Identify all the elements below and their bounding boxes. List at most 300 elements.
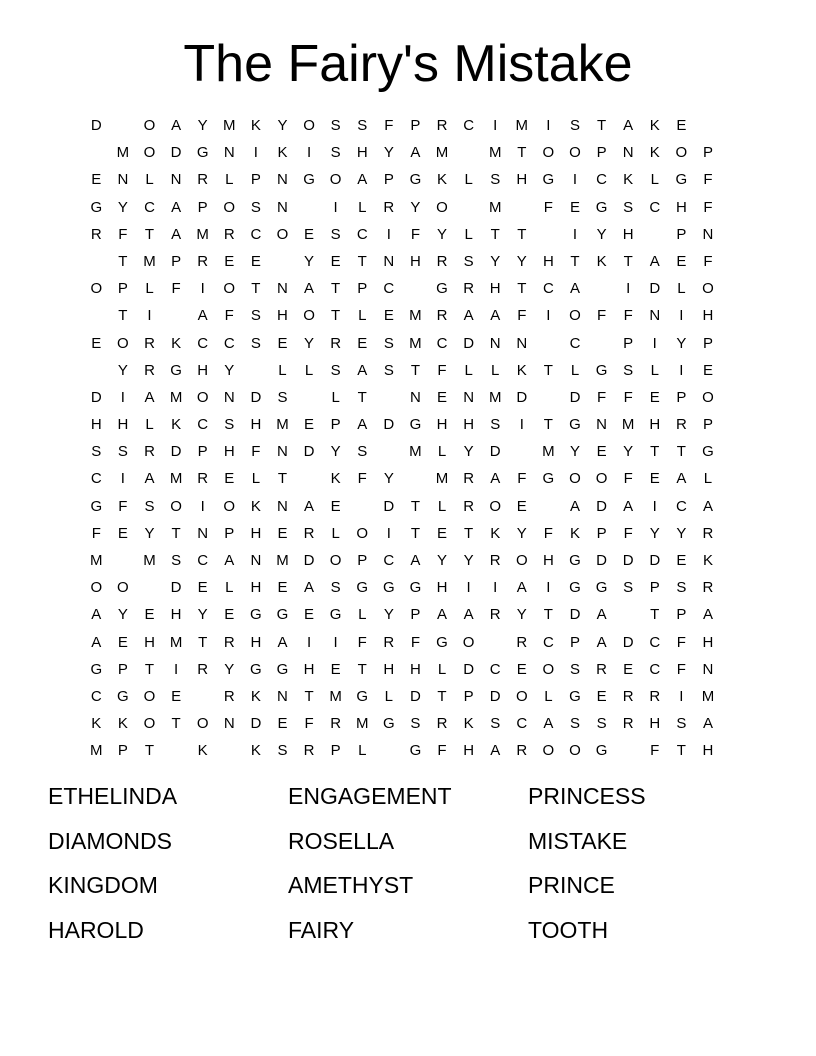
grid-cell: K [490, 524, 501, 542]
grid-cell: D [516, 388, 528, 406]
grid-cell: D [489, 443, 501, 461]
grid-cell: I [200, 497, 205, 515]
grid-cell: R [489, 552, 501, 569]
grid-cell: R [197, 660, 209, 678]
grid-cell: G [542, 171, 555, 189]
grid-cell: E [277, 334, 288, 352]
grid-cell [588, 330, 615, 357]
grid-cell: C [383, 280, 395, 298]
grid-cell [641, 221, 668, 248]
page-title: The Fairy's Mistake [183, 35, 633, 93]
grid-cell: T [144, 742, 155, 760]
grid-cell: E [197, 579, 208, 597]
grid-cell: O [569, 307, 581, 325]
grid-cell [695, 112, 722, 139]
grid-cell: L [145, 171, 154, 189]
grid-cell: P [171, 252, 182, 270]
grid-cell: D [489, 687, 501, 705]
grid-cell: K [250, 497, 261, 515]
grid-cell: C [197, 552, 209, 569]
grid-cell [296, 465, 323, 492]
grid-cell: E [676, 117, 687, 134]
grid-cell: T [676, 443, 686, 461]
grid-cell: H [622, 225, 634, 243]
grid-cell: O [170, 497, 182, 515]
grid-cell: L [225, 171, 234, 189]
grid-cell: T [331, 307, 341, 325]
grid-cell: C [436, 334, 448, 352]
grid-cell: K [250, 117, 261, 134]
grid-cell: S [330, 579, 341, 597]
grid-cell: G [196, 144, 209, 162]
grid-cell: R [436, 117, 448, 134]
grid-cell [615, 601, 642, 628]
grid-cell: A [463, 307, 474, 325]
grid-cell: H [702, 307, 714, 325]
grid-cell: H [463, 416, 475, 434]
grid-cell: O [329, 552, 342, 569]
grid-cell: G [90, 660, 103, 678]
grid-cell: S [569, 715, 580, 733]
grid-cell: R [702, 524, 714, 542]
grid-cell: R [144, 443, 155, 461]
grid-cell: G [436, 280, 448, 298]
grid-cell: R [223, 633, 235, 651]
grid-cell: E [330, 497, 341, 515]
grid-cell: H [250, 633, 262, 651]
grid-cell: R [463, 497, 475, 515]
grid-cell: N [622, 144, 634, 162]
grid-cell: M [169, 388, 183, 406]
grid-cell: A [304, 280, 315, 298]
grid-cell [376, 384, 403, 411]
grid-cell: C [90, 470, 102, 488]
grid-cell: Y [463, 443, 474, 461]
grid-cell: D [622, 633, 634, 651]
grid-cell: S [490, 416, 501, 434]
grid-cell: A [277, 633, 288, 651]
grid-cell: T [676, 742, 686, 760]
grid-cell: E [702, 361, 713, 379]
grid-cell: S [463, 252, 474, 270]
grid-cell: E [596, 443, 607, 461]
grid-cell [110, 112, 137, 139]
grid-cell: I [572, 171, 578, 189]
grid-cell: M [409, 443, 422, 461]
grid-cell: A [623, 497, 634, 515]
grid-cell: E [649, 470, 660, 488]
grid-cell: S [490, 715, 501, 733]
grid-cell: F [437, 742, 447, 760]
grid-cell: N [170, 171, 182, 189]
grid-cell: O [143, 715, 156, 733]
grid-cell: N [649, 307, 661, 325]
grid-cell: L [703, 470, 713, 488]
grid-cell: L [331, 524, 340, 542]
grid-cell: D [90, 117, 102, 134]
grid-cell: Y [437, 552, 448, 569]
grid-cell: S [330, 144, 341, 162]
grid-cell: C [542, 633, 554, 651]
grid-cell: N [223, 388, 235, 406]
grid-cell [376, 438, 403, 465]
grid-cell: L [384, 687, 393, 705]
grid-cell: I [386, 225, 391, 243]
grid-cell: H [702, 742, 714, 760]
grid-cell [243, 357, 270, 384]
grid-cell: P [596, 144, 607, 162]
grid-cell: P [197, 443, 208, 461]
grid-cell: N [250, 552, 262, 569]
grid-cell: Y [197, 606, 208, 624]
grid-cell: T [171, 715, 181, 733]
grid-cell: E [437, 388, 448, 406]
grid-cell: E [383, 307, 394, 325]
grid-cell: P [702, 416, 713, 434]
grid-cell: I [546, 307, 551, 325]
grid-cell: G [595, 361, 608, 379]
grid-cell: T [331, 280, 341, 298]
grid-cell: C [649, 660, 661, 678]
grid-cell: N [277, 497, 288, 515]
grid-cell: O [196, 715, 209, 733]
grid-cell: Y [224, 361, 235, 379]
grid-cell: F [91, 524, 101, 542]
grid-cell: C [223, 334, 235, 352]
grid-cell: E [250, 252, 261, 270]
grid-cell: T [517, 225, 527, 243]
grid-cell: O [542, 660, 555, 678]
grid-cell: N [702, 225, 714, 243]
grid-cell: R [622, 715, 634, 733]
word-list-item: FAIRY [288, 916, 355, 943]
grid-cell: I [333, 198, 338, 216]
grid-cell: O [303, 307, 315, 325]
grid-cell: D [649, 280, 661, 298]
grid-cell: C [569, 334, 581, 352]
grid-cell: H [356, 144, 368, 162]
grid-cell: T [357, 660, 367, 678]
grid-cell: K [171, 416, 182, 434]
grid-cell: M [196, 225, 209, 243]
grid-cell: R [463, 470, 475, 488]
grid-cell: D [596, 497, 607, 515]
grid-cell: E [224, 470, 235, 488]
grid-cell: N [489, 334, 501, 352]
grid-cell: E [304, 416, 315, 434]
grid-cell: D [649, 552, 661, 569]
grid-cell: K [569, 524, 580, 542]
grid-cell: R [223, 225, 235, 243]
grid-cell [535, 221, 562, 248]
grid-cell: P [463, 687, 474, 705]
grid-cell: S [250, 307, 261, 325]
grid-cell: N [516, 334, 528, 352]
grid-cell: Y [463, 552, 474, 569]
grid-cell: S [277, 388, 288, 406]
grid-cell: M [542, 443, 555, 461]
grid-cell: A [437, 606, 448, 624]
grid-cell: T [596, 117, 607, 134]
grid-cell: A [569, 280, 580, 298]
grid-cell: M [143, 552, 156, 569]
grid-cell: I [466, 579, 471, 597]
grid-cell: E [516, 660, 527, 678]
grid-cell: I [546, 117, 551, 134]
grid-cell: K [649, 144, 660, 162]
grid-cell: L [358, 307, 367, 325]
grid-cell: E [144, 606, 155, 624]
grid-cell: T [490, 225, 500, 243]
word-list-item: ENGAGEMENT [288, 783, 452, 809]
grid-cell: G [595, 742, 608, 760]
grid-cell: T [118, 307, 128, 325]
word-list-item: HAROLD [48, 916, 144, 943]
grid-cell: P [197, 198, 208, 216]
grid-cell: T [198, 633, 208, 651]
grid-cell: L [225, 579, 234, 597]
grid-cell [136, 574, 163, 601]
grid-cell: P [383, 171, 394, 189]
grid-cell: P [250, 171, 261, 189]
grid-cell: M [116, 144, 130, 162]
grid-cell: F [410, 225, 420, 243]
grid-cell: H [144, 633, 155, 651]
grid-cell: F [517, 307, 527, 325]
grid-cell: H [410, 660, 421, 678]
grid-cell: L [278, 361, 287, 379]
grid-cell: H [649, 715, 661, 733]
grid-cell: F [623, 470, 633, 488]
grid-cell: K [250, 742, 261, 760]
grid-cell: F [703, 171, 713, 189]
grid-cell: O [223, 280, 236, 298]
grid-cell: G [702, 443, 714, 461]
grid-cell: P [702, 144, 713, 162]
grid-cell: H [436, 579, 448, 597]
grid-cell: L [437, 497, 447, 515]
grid-cell: T [357, 252, 367, 270]
grid-cell: R [330, 334, 342, 352]
grid-cell: R [197, 470, 209, 488]
grid-cell: N [410, 388, 421, 406]
grid-cell: A [463, 606, 474, 624]
grid-cell: H [410, 252, 421, 270]
grid-cell: F [410, 633, 420, 651]
grid-cell: E [117, 524, 128, 542]
grid-cell: C [90, 687, 102, 705]
grid-cell: Y [437, 225, 448, 243]
grid-cell: M [329, 687, 342, 705]
grid-cell: O [90, 579, 103, 597]
grid-cell: I [652, 497, 657, 515]
grid-cell: S [410, 715, 421, 733]
grid-cell: A [490, 307, 501, 325]
grid-cell: K [516, 361, 527, 379]
grid-cell: P [410, 606, 421, 624]
grid-cell: O [196, 388, 209, 406]
grid-cell: K [250, 687, 261, 705]
grid-cell: H [542, 252, 554, 270]
grid-cell: D [596, 552, 607, 569]
grid-cell: C [542, 280, 554, 298]
grid-cell: G [117, 687, 129, 705]
grid-cell: P [117, 280, 128, 298]
grid-cell: E [277, 579, 288, 597]
grid-cell: F [118, 225, 128, 243]
grid-cell: C [463, 117, 475, 134]
grid-cell: Y [596, 225, 607, 243]
grid-cell: K [277, 144, 288, 162]
grid-cell: M [169, 470, 183, 488]
grid-cell: H [675, 198, 687, 216]
grid-cell: K [171, 334, 182, 352]
grid-cell: I [306, 144, 312, 162]
grid-cell: A [676, 470, 687, 488]
grid-cell: E [277, 715, 288, 733]
grid-cell [83, 139, 110, 166]
grid-cell: A [91, 633, 102, 651]
grid-cell: L [358, 742, 367, 760]
grid-cell: P [357, 552, 368, 569]
grid-cell: R [383, 633, 395, 651]
grid-cell: E [516, 497, 527, 515]
grid-cell: T [304, 687, 314, 705]
grid-cell: G [675, 171, 688, 189]
grid-cell: C [144, 198, 155, 216]
grid-cell: E [117, 633, 128, 651]
grid-cell: E [224, 252, 235, 270]
grid-cell: L [464, 171, 473, 189]
grid-cell: D [383, 416, 395, 434]
grid-cell: D [383, 497, 395, 515]
grid-cell [615, 737, 642, 764]
grid-cell: M [409, 334, 422, 352]
grid-cell: O [143, 687, 156, 705]
grid-cell: T [118, 252, 128, 270]
grid-cell: O [143, 144, 156, 162]
grid-cell: G [329, 606, 342, 624]
grid-cell [402, 275, 429, 302]
grid-cell: G [250, 606, 262, 624]
grid-cell: E [304, 225, 315, 243]
grid-cell: T [543, 361, 553, 379]
grid-cell: O [595, 470, 608, 488]
grid-cell: T [437, 687, 447, 705]
grid-cell: P [117, 742, 128, 760]
grid-cell: E [91, 334, 102, 352]
grid-cell: I [120, 470, 125, 488]
grid-cell: O [542, 144, 555, 162]
grid-cell: D [170, 443, 182, 461]
grid-cell: G [569, 416, 581, 434]
grid-cell: I [626, 280, 631, 298]
grid-cell: H [436, 416, 448, 434]
grid-cell: L [358, 606, 367, 624]
grid-cell: C [516, 715, 528, 733]
grid-cell: T [570, 252, 580, 270]
grid-cell: N [463, 388, 475, 406]
grid-cell: L [650, 361, 659, 379]
word-list-item: ROSELLA [288, 827, 395, 854]
grid-cell: K [117, 715, 128, 733]
grid-cell: Y [383, 144, 394, 162]
grid-cell: Y [197, 117, 208, 134]
grid-cell: L [358, 198, 367, 216]
grid-cell: I [546, 579, 551, 597]
grid-cell: M [355, 715, 369, 733]
grid-cell: G [436, 633, 448, 651]
grid-cell: T [410, 497, 420, 515]
grid-cell: I [679, 361, 684, 379]
grid-cell: G [409, 171, 422, 189]
grid-cell: M [169, 633, 183, 651]
grid-cell: I [679, 307, 684, 325]
grid-cell: E [330, 660, 341, 678]
grid-cell: S [277, 742, 288, 760]
grid-cell: L [437, 660, 447, 678]
grid-cell: F [251, 443, 261, 461]
grid-cell: E [330, 252, 341, 270]
grid-cell: I [147, 307, 152, 325]
grid-cell: P [410, 117, 421, 134]
grid-cell: C [356, 225, 368, 243]
grid-cell: A [410, 552, 421, 569]
grid-cell: O [569, 144, 581, 162]
grid-cell: O [276, 225, 289, 243]
grid-cell [509, 438, 536, 465]
grid-cell: P [117, 660, 128, 678]
word-list-item: DIAMONDS [48, 827, 172, 854]
grid-cell: M [223, 117, 236, 134]
grid-cell: O [223, 497, 236, 515]
grid-cell: A [197, 307, 208, 325]
grid-cell: S [144, 497, 155, 515]
grid-cell: D [250, 388, 262, 406]
grid-cell: N [277, 443, 288, 461]
grid-cell: F [596, 307, 607, 325]
grid-cell: S [383, 361, 394, 379]
grid-cell: P [676, 388, 687, 406]
word-list-item: TOOTH [528, 916, 609, 943]
grid-cell: S [330, 117, 341, 134]
grid-cell [455, 139, 482, 166]
grid-cell: F [224, 307, 234, 325]
word-list-item: PRINCE [528, 872, 615, 898]
grid-cell: F [596, 388, 607, 406]
grid-cell: H [277, 307, 288, 325]
grid-cell: O [569, 470, 581, 488]
grid-cell: S [383, 334, 394, 352]
grid-cell: D [250, 715, 262, 733]
grid-cell: R [596, 660, 607, 678]
grid-cell: N [383, 252, 395, 270]
grid-cell: F [676, 633, 686, 651]
grid-cell: M [276, 552, 289, 569]
grid-cell: L [491, 361, 500, 379]
grid-cell: L [570, 361, 580, 379]
grid-cell: L [464, 225, 473, 243]
grid-cell: H [117, 416, 129, 434]
grid-cell: O [329, 171, 342, 189]
grid-cell: K [463, 715, 474, 733]
grid-cell: R [197, 252, 209, 270]
grid-cell: T [517, 144, 527, 162]
grid-cell: I [493, 117, 498, 134]
grid-cell: S [357, 117, 368, 134]
grid-cell: G [382, 715, 395, 733]
grid-cell: T [623, 252, 633, 270]
